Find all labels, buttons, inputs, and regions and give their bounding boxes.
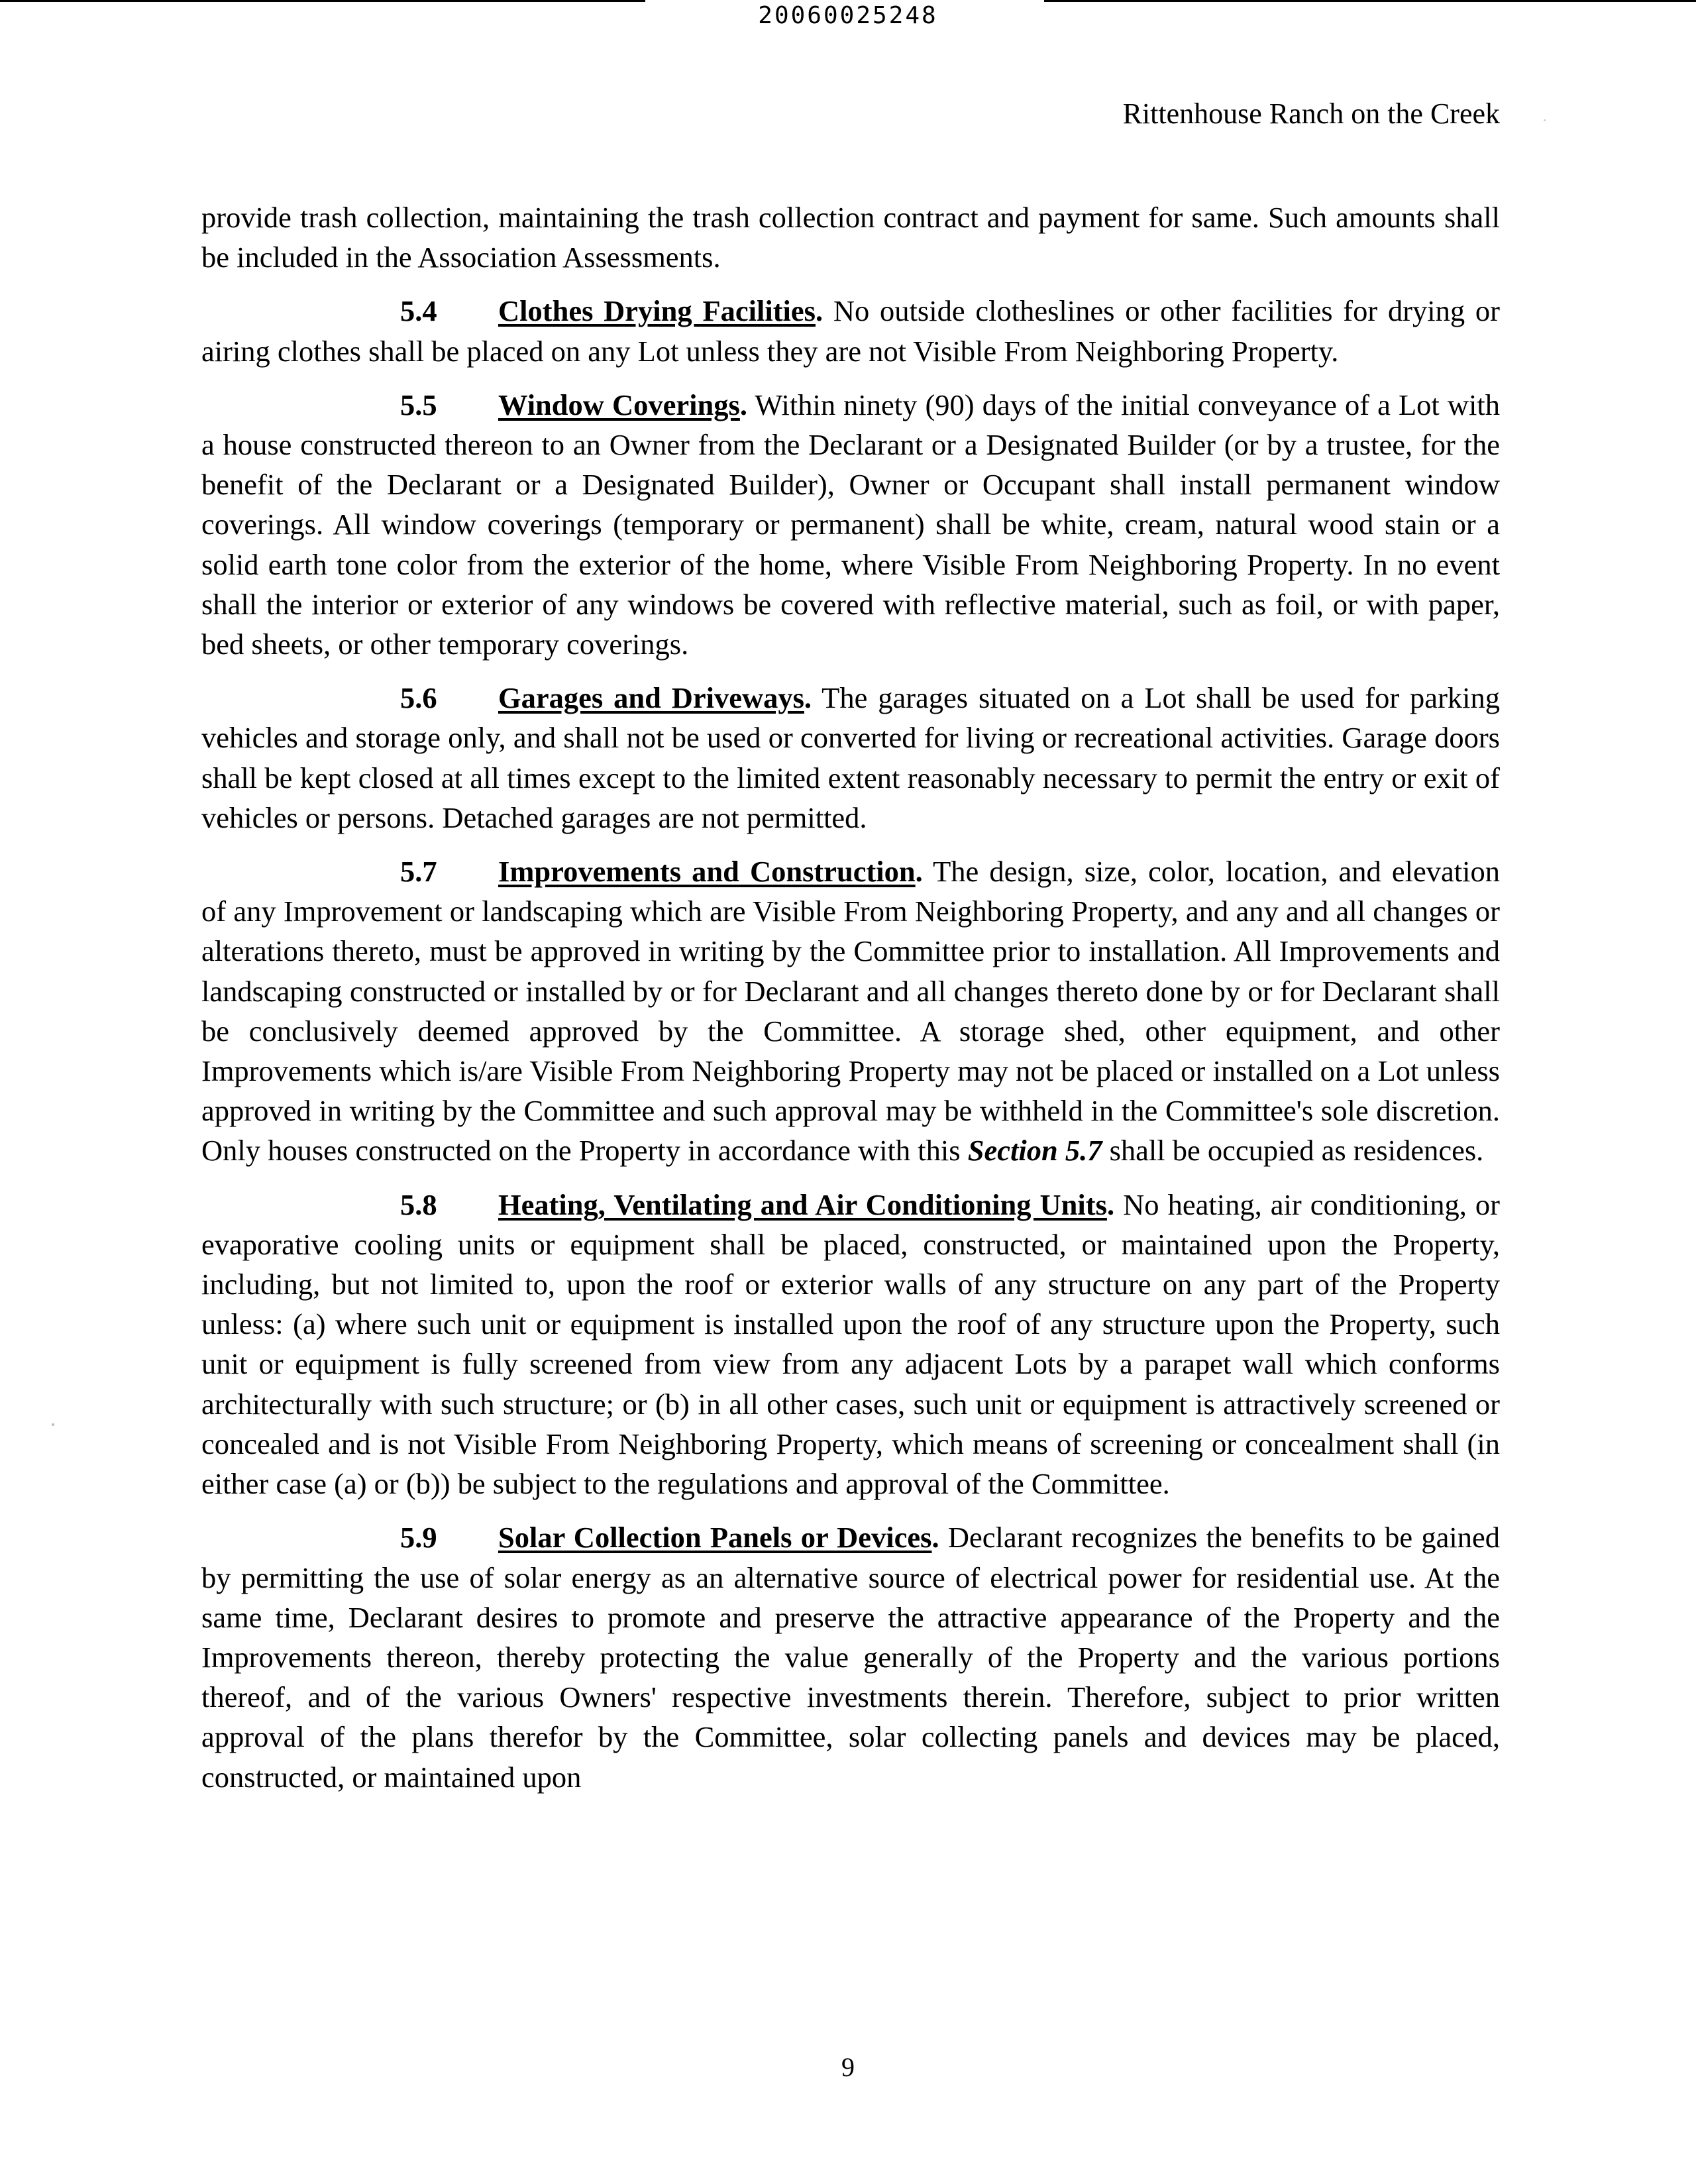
section-title: Solar Collection Panels or Devices — [498, 1521, 932, 1555]
section-number: 5.4 — [400, 294, 437, 328]
section-reference: Section 5.7 — [967, 1134, 1102, 1168]
section-body: No heating, air conditioning, or evaporative cooling units or equipment shall be placed, constructed, or maintained upon the Property, including, but not limited to, upon the roof or exterior walls of any structure on any part of the Property unless: (a) where such unit or equipment is installed upon the roof of any structure upon the Property, such unit or equipment is fully screened from view from any adjacent Lots by a parapet wall which conforms architecturally with such structure; or (b) in all other cases, such unit or equipment is attractively screened or concealed and is not Visible From Neighboring Property, which means of screening or concealment shall (in either case (a) or (b)) be subject to the regulations and approval of the Committee. — [201, 1187, 1501, 1501]
section-number: 5.5 — [400, 388, 437, 421]
section-5-9: 5.9 Solar Collection Panels or Devices. Declarant recognizes the benefits to be gained by permitting the use of solar energy as an alternative source of electrical power for residential use. At the same time, Declarant desires to promote and preserve the attractive appearance of the Property and the Improvements thereon, thereby protecting the value generally of the Property and the various portions thereof, and of the various Owners' respective investments therein. Therefore, subject to prior written approval of the plans therefor by the Committee, solar collecting panels and devices may be placed, constructed, or maintained upon — [201, 1517, 1500, 1796]
section-title: Clothes Drying Facilities — [498, 294, 816, 328]
document-body — [201, 197, 1500, 1811]
section-5-7: 5.7 Improvements and Construction. The design, size, color, location, and elevation of any Improvement or landscaping which are Visible From Neighboring Property, and any and all changes or alterations thereto, must be approved in writing by the Committee prior to installation. All Improvements and landscaping constructed or installed by or for Declarant and all changes thereto done by or for Declarant shall be conclusively deemed approved by the Committee. A storage shed, other equipment, and other Improvements which is/are Visible From Neighboring Property may not be placed or installed on a Lot unless approved in writing by the Committee and such approval may be withheld in the Committee's sole discretion. Only houses constructed on the Property in accordance with this Section 5.7 shall be occupied as residences. — [201, 851, 1500, 1171]
section-title: Garages and Driveways — [498, 681, 804, 715]
section-number: 5.6 — [400, 681, 437, 715]
section-5-8: 5.8 Heating, Ventilating and Air Conditioning Units. No heating, air conditioning, or evaporative cooling units or equipment shall be placed, constructed, or maintained upon the Property, including, but not limited to, upon the roof or exterior walls of any structure on any part of the Property unless: (a) where such unit or equipment is installed upon the roof of any structure upon the Property, such unit or equipment is fully screened from view from any adjacent Lots by a parapet wall which conforms architecturally with such structure; or (b) in all other cases, such unit or equipment is attractively screened or concealed and is not Visible From Neighboring Property, which means of screening or concealment shall (in either case (a) or (b)) be subject to the regulations and approval of the Committee. — [201, 1185, 1500, 1504]
scan-speck — [1544, 119, 1546, 121]
section-body: No outside clotheslines or other facilities for drying or airing clothes shall be placed on any Lot unless they are not Visible From Neighboring Property. — [201, 294, 1501, 368]
section-number: 5.7 — [400, 855, 437, 889]
page-number: 9 — [841, 2052, 855, 2082]
section-body: Within ninety (90) days of the initial conveyance of a Lot with a house constructed thereon to an Owner from the Declarant or a Designated Builder (or by a trustee, for the benefit of the Declarant or a Designated Builder), Owner or Occupant shall install permanent window coverings. All window coverings (temporary or permanent) shall be white, cream, natural wood stain or a solid earth tone color from the exterior of the home, where Visible From Neighboring Property. In no event shall the interior or exterior of any windows be covered with reflective material, such as foil, or with paper, bed sheets, or other temporary coverings. — [201, 388, 1500, 661]
section-body: Declarant recognizes the benefits to be gained by permitting the use of solar energy as an alternative source of electrical power for residential use. At the same time, Declarant desires to promote and preserve the attractive appearance of the Property and the Improvements thereon, thereby protecting the value generally of the Property and the various portions thereof, and of the various Owners' respective investments therein. Therefore, subject to prior written approval of the plans therefor by the Committee, solar collecting panels and devices may be placed, constructed, or maintained upon — [201, 1521, 1500, 1794]
section-title: Heating, Ventilating and Air Conditioning Units — [498, 1187, 1107, 1221]
section-body: The garages situated on a Lot shall be used for parking vehicles and storage only, and shall not be used or converted for living or recreational activities. Garage doors shall be kept closed at all times except to the limited extent reasonably necessary to permit the entry or exit of vehicles or persons. Detached garages are not permitted. — [201, 681, 1500, 834]
section-5-4: 5.4 Clothes Drying Facilities. No outside clotheslines or other facilities for drying or airing clothes shall be placed on any Lot unless they are not Visible From Neighboring Property. — [201, 291, 1500, 370]
section-5-5: 5.5 Window Coverings. Within ninety (90) days of the initial conveyance of a Lot with a house constructed thereon to an Owner from the Declarant or a Designated Builder (or by a trustee, for the benefit of the Declarant or a Designated Builder), Owner or Occupant shall install permanent window coverings. All window coverings (temporary or permanent) shall be white, cream, natural wood stain or a solid earth tone color from the exterior of the home, where Visible From Neighboring Property. In no event shall the interior or exterior of any windows be covered with reflective material, such as foil, or with paper, bed sheets, or other temporary coverings. — [201, 385, 1500, 664]
section-number: 5.9 — [400, 1521, 437, 1555]
section-title: Improvements and Construction — [498, 855, 916, 889]
scan-speck — [52, 1423, 54, 1426]
section-number: 5.8 — [400, 1187, 437, 1221]
section-body-continued: shall be occupied as residences. — [1102, 1134, 1484, 1168]
continuation-paragraph: provide trash collection, maintaining the trash collection contract and payment for same. Such amounts shall be included in the Association Assessments. — [201, 201, 1500, 274]
document-number: 20060025248 — [758, 2, 938, 29]
section-title: Window Coverings — [498, 388, 740, 421]
running-header: Rittenhouse Ranch on the Creek — [1122, 97, 1500, 130]
section-5-6: 5.6 Garages and Driveways. The garages situated on a Lot shall be used for parking vehicles and storage only, and shall not be used or converted for living or recreational activities. Garage doors shall be kept closed at all times except to the limited extent reasonably necessary to permit the entry or exit of vehicles or persons. Detached garages are not permitted. — [201, 678, 1500, 838]
section-body: The design, size, color, location, and elevation of any Improvement or landscaping which are Visible From Neighboring Property, and any and all changes or alterations thereto, must be approved in writing by the Committee prior to installation. All Improvements and landscaping constructed or installed by or for Declarant and all changes thereto done by or for Declarant shall be conclusively deemed approved by the Committee. A storage shed, other equipment, and other Improvements which is/are Visible From Neighboring Property may not be placed or installed on a Lot unless approved in writing by the Committee and such approval may be withheld in the Committee's sole discretion. Only houses constructed on the Property in accordance with this — [201, 855, 1500, 1168]
